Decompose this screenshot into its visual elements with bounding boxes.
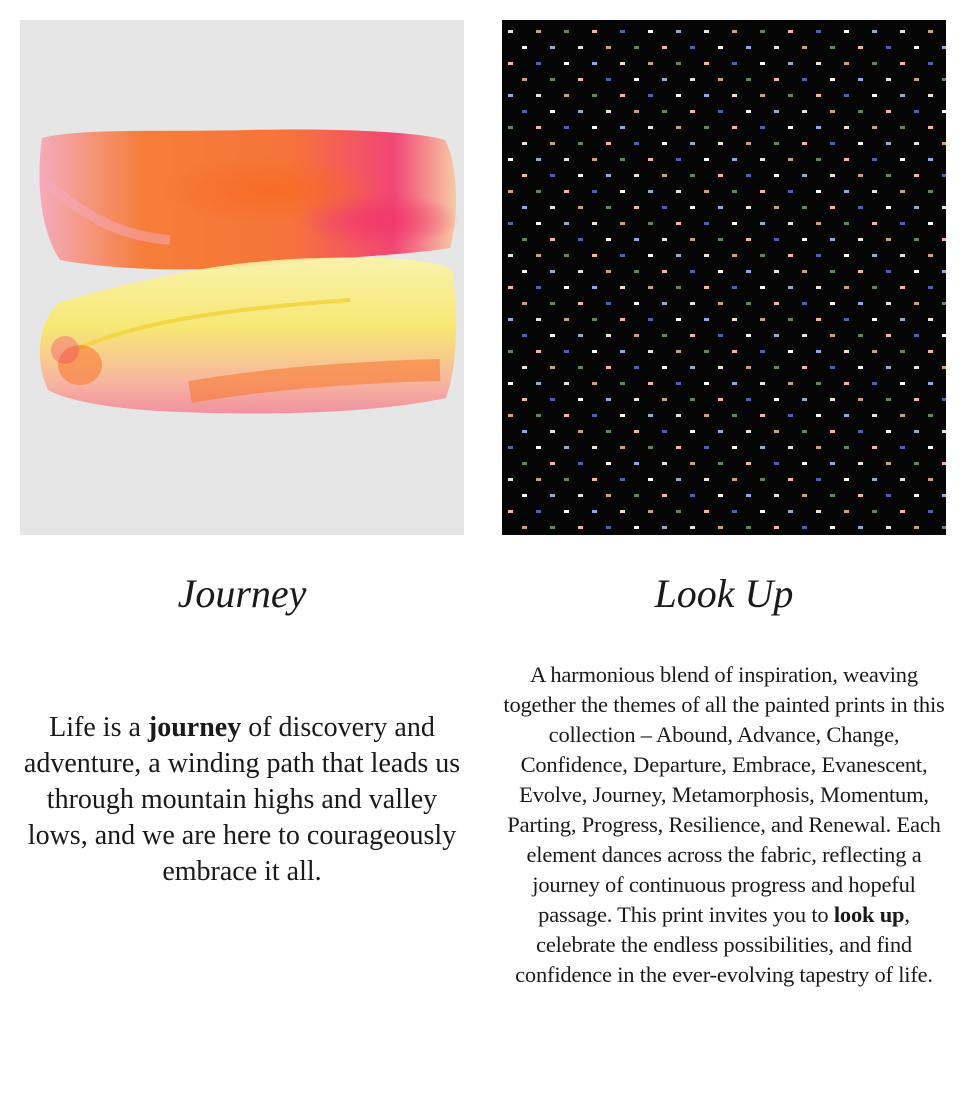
look-up-artwork[interactable]: [502, 20, 946, 535]
highlight-word: journey: [147, 712, 242, 743]
card-description: Life is a journey of discovery and adventure, a winding path that leads us through mountain highs and valley lows, and we are here to courageously embrace it all.: [23, 712, 461, 887]
journey-artwork[interactable]: [20, 20, 464, 535]
product-card-journey[interactable]: [20, 0, 464, 887]
card-description: A harmonious blend of inspiration, weaving together the themes of all the painted prints in this collection – Abound, Advance, Change, Confidence, Departure, Embrace, Evanescent, Evolve, Journey, Metamorphosis, Momentum, Parting, Progress, Resilience, and Renewal. Each element dances across the fabric, reflecting a journey of continuous progress and hopeful passage. This print invites you to look up, celebrate the endless possibilities, and find confidence in the ever-evolving tapestry of life.: [503, 662, 945, 987]
card-title[interactable]: Look Up: [654, 571, 794, 616]
product-card-look-up[interactable]: [502, 0, 946, 987]
card-title[interactable]: Journey: [177, 571, 307, 616]
highlight-word: look up: [833, 902, 905, 927]
